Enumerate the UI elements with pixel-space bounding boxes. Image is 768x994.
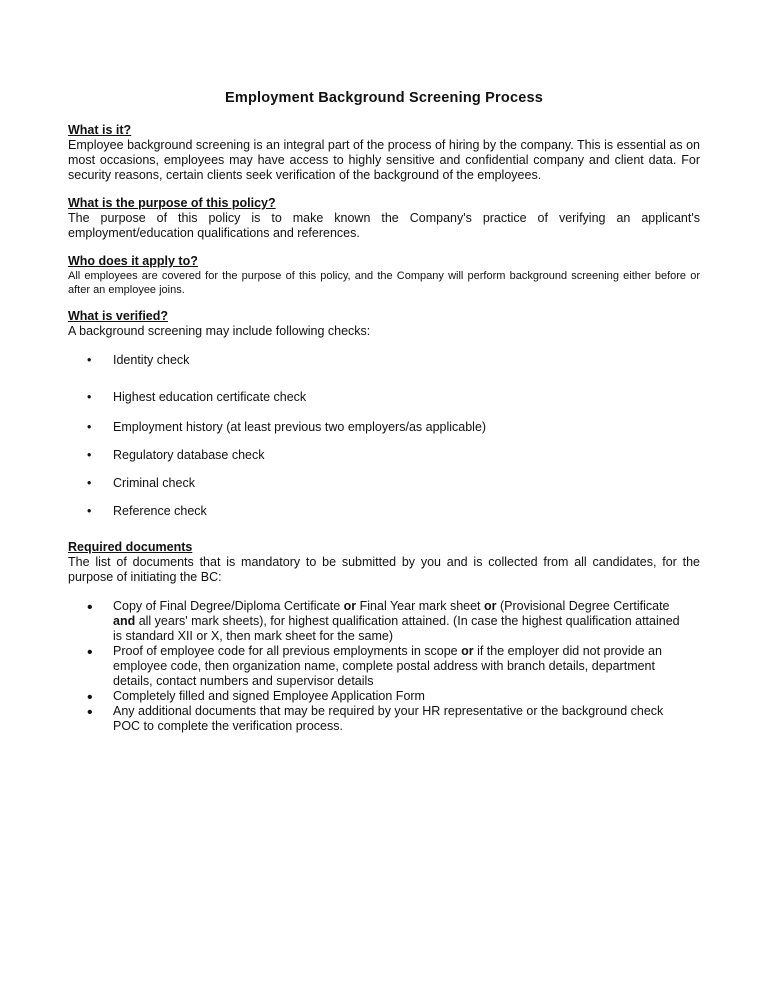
section-verified	[68, 309, 700, 339]
list-item-text: Highest education certificate check	[113, 390, 307, 404]
section-heading: What is verified?	[68, 309, 169, 323]
bullet-icon: •	[87, 689, 93, 706]
text-run: (Provisional Degree Certificate	[496, 599, 670, 613]
list-item-text: Completely filled and signed Employee Application Form	[113, 689, 425, 703]
bullet-icon: •	[87, 476, 92, 490]
bullet-icon: •	[87, 448, 92, 462]
list-item	[68, 599, 700, 644]
bullet-icon: •	[87, 704, 93, 721]
section-heading: Who does it apply to?	[68, 254, 198, 268]
section-what-is-it	[68, 123, 700, 183]
bullet-icon: •	[87, 644, 93, 661]
text-run: if the employer did not provide an employee code, then organization name, complete postal address with branch details, department details, contact numbers and supervisor details	[113, 644, 662, 688]
section-heading: What is it?	[68, 123, 132, 137]
section-applies-to	[68, 254, 700, 297]
list-item-text: Criminal check	[113, 476, 195, 490]
section-text: All employees are covered for the purpose of this policy, and the Company will perform background screening either before or after an employee joins.	[68, 270, 700, 296]
bullet-icon: •	[87, 353, 92, 367]
section-heading: What is the purpose of this policy?	[68, 196, 276, 210]
list-item-text: Reference check	[113, 504, 207, 518]
bold-text: or	[484, 599, 497, 613]
list-item	[68, 689, 700, 704]
text-run: Proof of employee code for all previous employments in scope	[113, 644, 462, 658]
list-item-text: Regulatory database check	[113, 448, 265, 462]
list-item-text: Any additional documents that may be required by your HR representative or the background check POC to complete the verification process.	[113, 704, 664, 733]
text-run: Copy of Final Degree/Diploma Certificate	[113, 599, 344, 613]
text-run: all years' mark sheets), for highest qualification attained. (In case the highest qualification attained is standard XII or X, then mark sheet for the same)	[113, 614, 680, 643]
section-purpose	[68, 196, 700, 241]
bullet-icon: •	[87, 390, 92, 404]
bold-text: or	[461, 644, 474, 658]
bullet-icon: •	[87, 420, 92, 434]
list-item	[68, 644, 700, 689]
section-text: The list of documents that is mandatory to be submitted by you and is collected from all candidates, for the purpose of initiating the BC:	[68, 555, 700, 584]
section-required-docs	[68, 540, 700, 585]
bold-text: or	[343, 599, 357, 613]
list-item-text	[113, 644, 688, 689]
list-item-text	[113, 599, 688, 644]
bullet-icon: •	[87, 599, 93, 616]
list-item-text: Employment history (at least previous two employers/as applicable)	[113, 420, 487, 434]
section-text: A background screening may include following checks:	[68, 324, 371, 338]
page-title: Employment Background Screening Process	[224, 90, 544, 106]
text-run: Final Year mark sheet	[356, 599, 485, 613]
bullet-icon: •	[87, 504, 92, 518]
list-item-text: Identity check	[113, 353, 190, 367]
section-text: Employee background screening is an integral part of the process of hiring by the company. This is essential as on most occasions, employees may have access to highly sensitive and confidential company and client data. For security reasons, certain clients seek verification of the background of the employees.	[68, 138, 700, 182]
list-item	[68, 704, 700, 734]
section-heading: Required documents	[68, 540, 193, 554]
section-text: The purpose of this policy is to make known the Company's practice of verifying an applicant's employment/education qualifications and references.	[68, 211, 700, 240]
bold-text: and	[113, 614, 136, 628]
documents-list	[68, 599, 700, 734]
